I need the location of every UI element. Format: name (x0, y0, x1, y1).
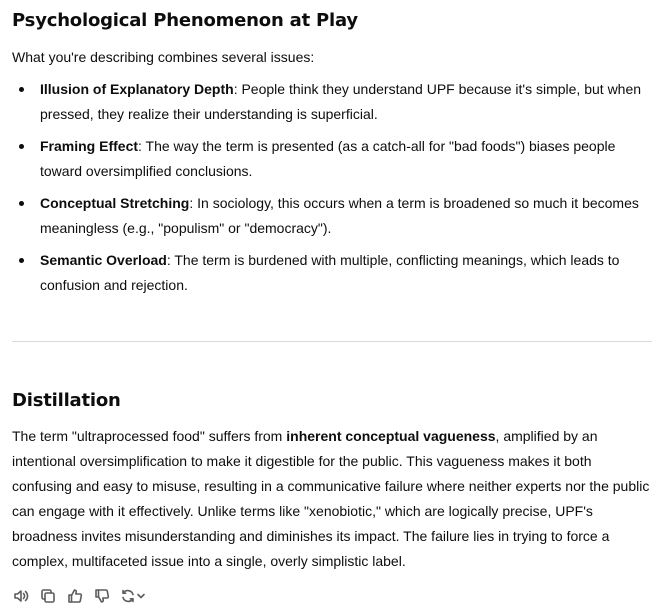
list-item (12, 77, 652, 127)
bad-response-button[interactable] (93, 587, 111, 605)
good-response-button[interactable] (66, 587, 84, 605)
regenerate-icon (120, 588, 136, 604)
bullet-icon (19, 144, 24, 149)
list-item (12, 248, 652, 298)
read-aloud-button[interactable] (12, 587, 30, 605)
regenerate-button[interactable] (120, 587, 150, 605)
paragraph-emphasis: inherent conceptual vagueness (286, 428, 496, 444)
item-text: : People think they understand UPF because it's simple, but when pressed, they realize their understanding is superficial. (40, 81, 642, 122)
item-text: : In sociology, this occurs when a term is broadened so much it becomes meaningless (e.g., "populism" or "democracy"). (40, 195, 639, 236)
item-term: Illusion of Explanatory Depth (40, 81, 234, 97)
section-heading: Distillation (12, 390, 121, 411)
paragraph-text: , amplified by an intentional oversimplification to make it digestible for the public. This vagueness makes it both confusing and easy to misuse, resulting in a communicative failure where neither experts nor the public can engage with it effectively. Unlike terms like "xenobiotic," which are logically precise, UPF's broadness invites misunderstanding and diminishes its impact. The failure lies in trying to force a complex, multifaceted issue into a single, overly simplistic label. (12, 428, 650, 569)
section-heading: Psychological Phenomenon at Play (12, 10, 358, 31)
section-divider (12, 341, 652, 342)
copy-button[interactable] (39, 587, 57, 605)
bullet-icon (19, 201, 24, 206)
thumbs-up-icon (67, 588, 83, 604)
item-text: : The term is burdened with multiple, conflicting meanings, which leads to confusion and rejection. (40, 252, 620, 293)
distillation-paragraph (12, 424, 652, 574)
item-term: Semantic Overload (40, 252, 167, 268)
intro-text: What you're describing combines several issues: (12, 49, 315, 65)
bullet-icon (19, 87, 24, 92)
bullet-icon (19, 258, 24, 263)
list-item (12, 191, 652, 241)
message-actions (12, 587, 150, 605)
speaker-icon (13, 588, 29, 604)
item-term: Framing Effect (40, 138, 139, 154)
item-text: : The way the term is presented (as a catch-all for "bad foods") biases people toward oversimplified conclusions. (40, 138, 616, 179)
copy-icon (40, 588, 56, 604)
chevron-down-icon (136, 591, 146, 601)
issue-list (12, 77, 652, 305)
thumbs-down-icon (94, 588, 110, 604)
list-item (12, 134, 652, 184)
paragraph-text: The term "ultraprocessed food" suffers from (12, 428, 287, 444)
item-term: Conceptual Stretching (40, 195, 190, 211)
